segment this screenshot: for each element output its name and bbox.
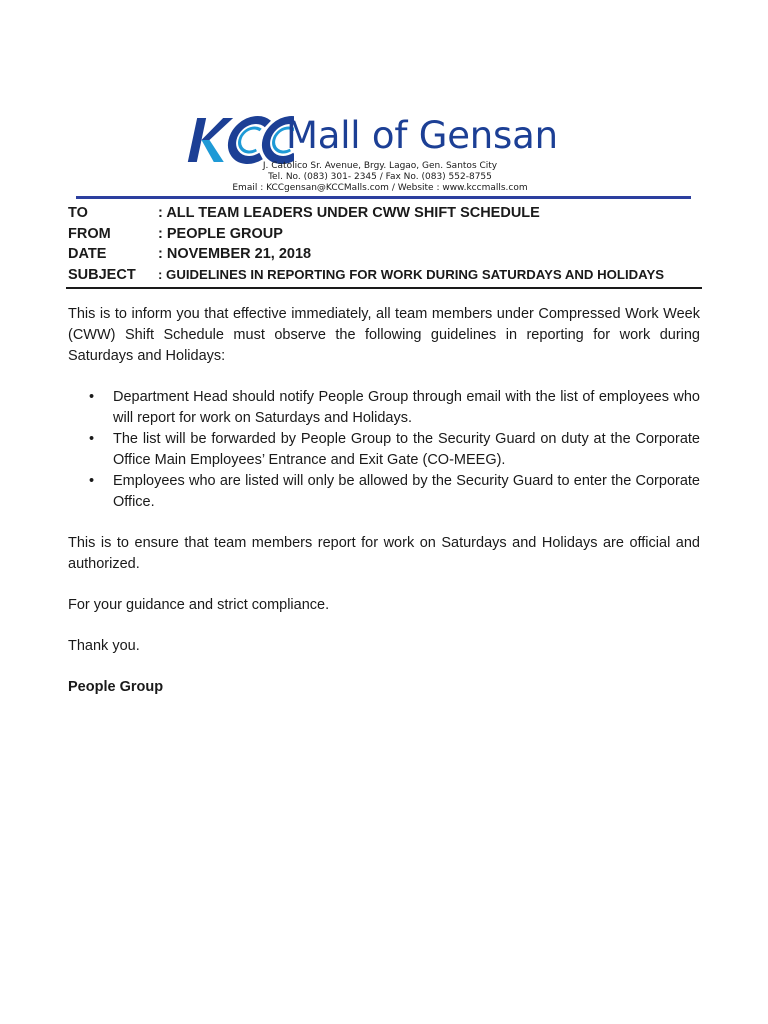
to-label: TO: [68, 205, 88, 221]
list-item-text: Employees who are listed will only be allowed by the Security Guard to enter the Corporate Office.: [113, 473, 700, 510]
date-value: : NOVEMBER 21, 2018: [158, 246, 312, 262]
phone-line: Tel. No. (083) 301- 2345 / Fax No. (083) 552-8755: [268, 172, 492, 182]
header-divider: [66, 287, 702, 289]
list-item: [68, 471, 700, 513]
contact-block: [220, 161, 540, 194]
ensure-paragraph: This is to ensure that team members report for work on Saturdays and Holidays are official and authorized.: [68, 535, 700, 572]
memo-date-row: [68, 244, 700, 265]
guidelines-list: [68, 387, 700, 513]
memo-from-row: [68, 224, 700, 245]
letterhead-divider: [76, 196, 691, 199]
memo-subject-row: [68, 265, 700, 286]
brand-name: Mall of Gensan: [286, 114, 558, 157]
list-item-text: Department Head should notify People Group through email with the list of employees who will report for work on Saturdays and Holidays.: [113, 389, 700, 426]
memo-to-row: [68, 203, 700, 224]
memo-header: [68, 203, 700, 285]
list-item-text: The list will be forwarded by People Group to the Security Guard on duty at the Corporate Office Main Employees’ Entrance and Exit Gate (CO-MEEG).: [113, 431, 700, 468]
bullet-icon: •: [89, 473, 95, 489]
guidance-paragraph: For your guidance and strict compliance.: [68, 597, 330, 613]
list-item: [68, 429, 700, 471]
address-line: J. Catolico Sr. Avenue, Brgy. Lagao, Gen. Santos City: [262, 161, 498, 171]
intro-paragraph: This is to inform you that effective immediately, all team members under Compressed Work Week (CWW) Shift Schedule must observe the following guidelines in reporting for work during Saturdays and Holidays:: [68, 306, 700, 364]
thanks-paragraph: Thank you.: [68, 638, 140, 654]
email-website-line: Email : KCCgensan@KCCMalls.com / Website : www.kccmalls.com: [232, 183, 528, 193]
kcc-logo: [184, 114, 294, 166]
subject-label: SUBJECT: [68, 266, 136, 283]
subject-value: : GUIDELINES IN REPORTING FOR WORK DURING SATURDAYS AND HOLIDAYS: [158, 266, 665, 282]
from-label: FROM: [68, 225, 111, 242]
bullet-icon: •: [89, 431, 95, 447]
list-item: [68, 387, 700, 429]
memo-body: [68, 304, 700, 718]
letterhead: [0, 100, 768, 200]
bullet-icon: •: [89, 389, 95, 405]
signature: People Group: [68, 679, 164, 695]
to-value: : ALL TEAM LEADERS UNDER CWW SHIFT SCHEDULE: [158, 205, 540, 221]
date-label: DATE: [68, 246, 107, 262]
from-value: : PEOPLE GROUP: [158, 225, 283, 242]
